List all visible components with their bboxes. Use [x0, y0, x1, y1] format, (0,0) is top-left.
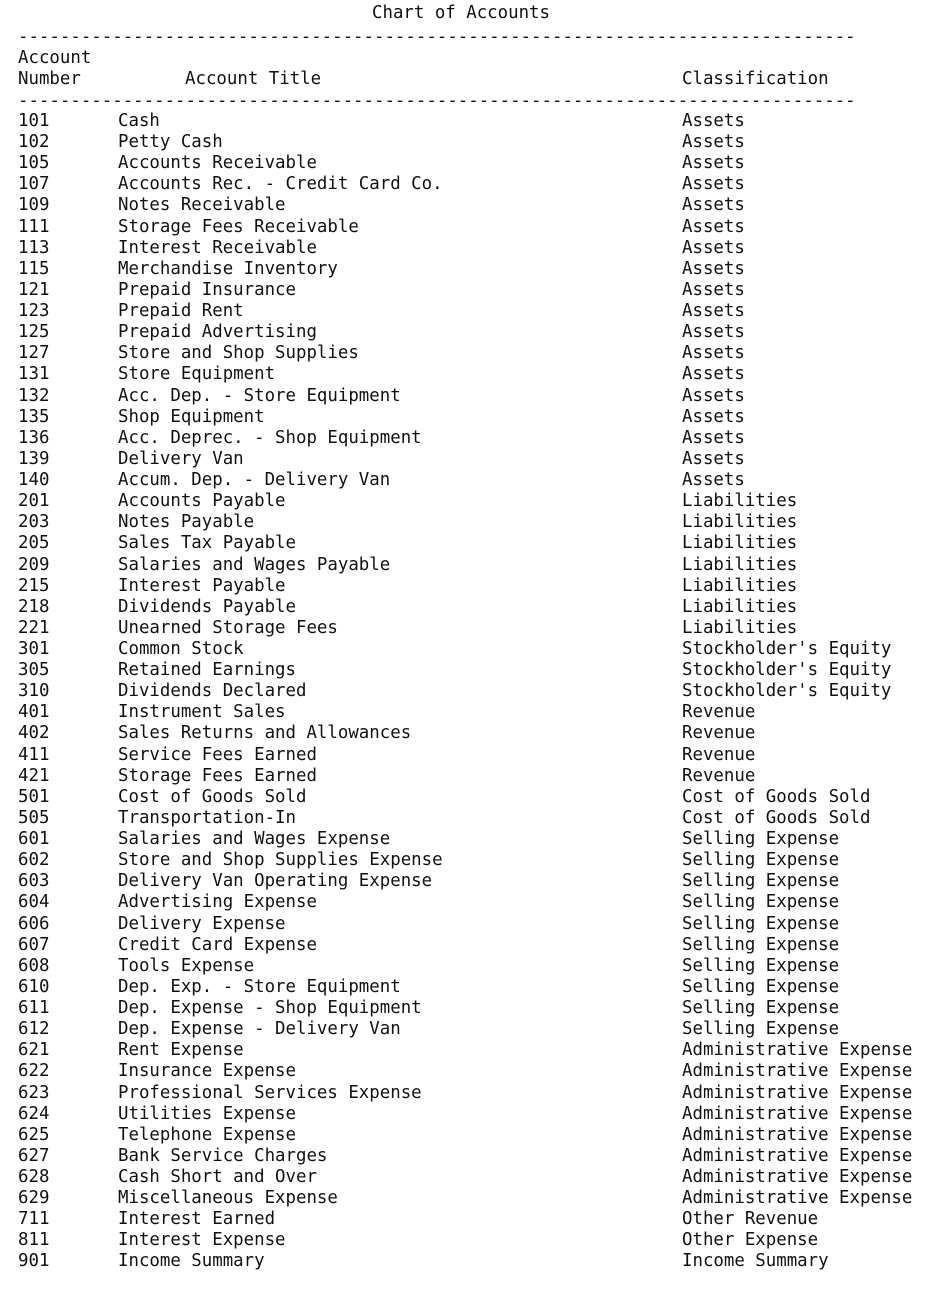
- table-row: [0, 386, 944, 407]
- account-number: 401: [18, 702, 50, 723]
- header-account-number-line2: Number: [18, 69, 81, 89]
- account-number: 132: [18, 385, 50, 406]
- table-row: [0, 470, 944, 491]
- table-row: [0, 1083, 944, 1104]
- account-title: Bank Service Charges: [118, 1145, 328, 1166]
- account-number: 107: [18, 174, 50, 195]
- account-title: Dividends Payable: [118, 596, 296, 617]
- account-number: 625: [18, 1124, 50, 1145]
- account-classification: Assets: [682, 279, 745, 300]
- table-row: [0, 449, 944, 470]
- account-title: Storage Fees Earned: [118, 765, 317, 786]
- account-classification: Administrative Expense: [682, 1040, 913, 1061]
- account-title: Cost of Goods Sold: [118, 786, 307, 807]
- account-number: 901: [18, 1251, 50, 1272]
- account-number: 209: [18, 554, 50, 575]
- account-number: 305: [18, 660, 50, 681]
- account-classification: Liabilities: [682, 533, 798, 554]
- account-number: 411: [18, 744, 50, 765]
- table-row: [0, 850, 944, 871]
- account-number: 113: [18, 237, 50, 258]
- account-number: 215: [18, 575, 50, 596]
- account-classification: Selling Expense: [682, 976, 840, 997]
- account-number: 136: [18, 427, 50, 448]
- account-title: Miscellaneous Expense: [118, 1188, 338, 1209]
- account-title: Accounts Receivable: [118, 153, 317, 174]
- account-number: 111: [18, 216, 50, 237]
- account-title: Service Fees Earned: [118, 744, 317, 765]
- account-number: 131: [18, 364, 50, 385]
- account-title: Unearned Storage Fees: [118, 617, 338, 638]
- table-row: [0, 1167, 944, 1188]
- account-number: 121: [18, 279, 50, 300]
- account-title: Delivery Van: [118, 448, 244, 469]
- account-classification: Assets: [682, 301, 745, 322]
- account-title: Petty Cash: [118, 132, 223, 153]
- table-row: [0, 935, 944, 956]
- account-number: 105: [18, 153, 50, 174]
- table-row: [0, 280, 944, 301]
- account-number: 421: [18, 765, 50, 786]
- account-title: Common Stock: [118, 639, 244, 659]
- table-row: [0, 1188, 944, 1209]
- account-number: 603: [18, 871, 50, 892]
- account-number: 501: [18, 786, 50, 807]
- account-title: Dep. Expense - Delivery Van: [118, 1019, 401, 1040]
- account-classification: Selling Expense: [682, 850, 840, 871]
- account-classification: Stockholder's Equity: [682, 681, 892, 702]
- account-title: Notes Receivable: [118, 195, 286, 216]
- header-classification: Classification: [682, 69, 829, 89]
- account-title: Cash: [118, 111, 160, 131]
- table-row: [0, 259, 944, 280]
- table-row: [0, 576, 944, 597]
- table-row: [0, 111, 944, 132]
- account-classification: Cost of Goods Sold: [682, 807, 871, 828]
- account-number: 140: [18, 470, 50, 491]
- account-classification: Assets: [682, 237, 745, 258]
- account-number: 611: [18, 998, 50, 1019]
- account-number: 621: [18, 1040, 50, 1061]
- table-row: [0, 1209, 944, 1230]
- account-title: Professional Services Expense: [118, 1082, 422, 1103]
- account-title: Cash Short and Over: [118, 1167, 317, 1187]
- account-classification: Assets: [682, 470, 745, 491]
- account-number: 602: [18, 850, 50, 871]
- table-row: [0, 491, 944, 512]
- account-number: 109: [18, 195, 50, 216]
- account-title: Accum. Dep. - Delivery Van: [118, 470, 391, 491]
- account-classification: Assets: [682, 258, 745, 279]
- account-classification: Revenue: [682, 723, 756, 744]
- account-title: Notes Payable: [118, 512, 255, 533]
- account-title: Telephone Expense: [118, 1124, 296, 1145]
- account-title: Shop Equipment: [118, 406, 265, 427]
- account-classification: Selling Expense: [682, 1019, 840, 1040]
- account-title: Accounts Rec. - Credit Card Co.: [118, 174, 443, 195]
- account-title: Transportation-In: [118, 807, 296, 828]
- account-classification: Stockholder's Equity: [682, 639, 892, 659]
- account-title: Instrument Sales: [118, 702, 286, 723]
- table-row: [0, 766, 944, 787]
- table-row: [0, 428, 944, 449]
- account-title: Insurance Expense: [118, 1061, 296, 1082]
- account-title: Credit Card Expense: [118, 934, 317, 955]
- account-number: 205: [18, 533, 50, 554]
- table-row: [0, 533, 944, 554]
- header-separator: --------------------------------------------------------------------------------: [18, 91, 856, 111]
- account-number: 623: [18, 1082, 50, 1103]
- account-title: Interest Earned: [118, 1209, 276, 1230]
- account-number: 601: [18, 829, 50, 850]
- account-number: 811: [18, 1230, 50, 1251]
- account-classification: Assets: [682, 174, 745, 195]
- account-classification: Income Summary: [682, 1251, 829, 1272]
- account-title: Rent Expense: [118, 1040, 244, 1061]
- account-title: Store Equipment: [118, 364, 276, 385]
- account-number: 608: [18, 955, 50, 976]
- table-row: [0, 1040, 944, 1061]
- account-title: Acc. Deprec. - Shop Equipment: [118, 427, 422, 448]
- table-row: [0, 364, 944, 385]
- account-classification: Selling Expense: [682, 955, 840, 976]
- account-classification: Selling Expense: [682, 934, 840, 955]
- account-classification: Assets: [682, 132, 745, 153]
- account-number: 624: [18, 1103, 50, 1124]
- account-number: 629: [18, 1188, 50, 1209]
- account-number: 627: [18, 1145, 50, 1166]
- account-classification: Other Revenue: [682, 1209, 819, 1230]
- table-row: [0, 892, 944, 913]
- account-title: Store and Shop Supplies: [118, 343, 359, 364]
- header-account-title: Account Title: [185, 69, 322, 89]
- account-title: Dividends Declared: [118, 681, 307, 702]
- account-classification: Selling Expense: [682, 871, 840, 892]
- table-row: [0, 787, 944, 808]
- account-classification: Administrative Expense: [682, 1103, 913, 1124]
- account-number: 711: [18, 1209, 50, 1230]
- table-row: [0, 597, 944, 618]
- account-classification: Liabilities: [682, 617, 798, 638]
- account-classification: Liabilities: [682, 575, 798, 596]
- account-title: Utilities Expense: [118, 1103, 296, 1124]
- account-number: 612: [18, 1019, 50, 1040]
- account-title: Prepaid Insurance: [118, 279, 296, 300]
- table-row: [0, 301, 944, 322]
- account-number: 101: [18, 111, 50, 131]
- account-title: Storage Fees Receivable: [118, 216, 359, 237]
- account-classification: Revenue: [682, 744, 756, 765]
- table-row: [0, 639, 944, 660]
- top-separator: --------------------------------------------------------------------------------: [18, 27, 856, 47]
- account-number: 622: [18, 1061, 50, 1082]
- account-number: 628: [18, 1167, 50, 1187]
- account-classification: Administrative Expense: [682, 1082, 913, 1103]
- account-classification: Liabilities: [682, 491, 798, 512]
- account-classification: Assets: [682, 448, 745, 469]
- account-classification: Administrative Expense: [682, 1188, 913, 1209]
- account-classification: Revenue: [682, 702, 756, 723]
- table-row: [0, 217, 944, 238]
- account-number: 218: [18, 596, 50, 617]
- account-number: 139: [18, 448, 50, 469]
- account-title: Delivery Van Operating Expense: [118, 871, 433, 892]
- account-number: 606: [18, 913, 50, 934]
- account-classification: Assets: [682, 406, 745, 427]
- account-number: 123: [18, 301, 50, 322]
- account-title: Interest Payable: [118, 575, 286, 596]
- account-number: 127: [18, 343, 50, 364]
- table-row: [0, 808, 944, 829]
- account-number: 610: [18, 976, 50, 997]
- account-classification: Other Expense: [682, 1230, 819, 1251]
- table-row: [0, 745, 944, 766]
- account-classification: Assets: [682, 427, 745, 448]
- account-title: Salaries and Wages Payable: [118, 554, 391, 575]
- account-title: Salaries and Wages Expense: [118, 829, 391, 850]
- table-row: [0, 153, 944, 174]
- table-row: [0, 1125, 944, 1146]
- account-classification: Liabilities: [682, 554, 798, 575]
- account-classification: Administrative Expense: [682, 1061, 913, 1082]
- account-title: Dep. Exp. - Store Equipment: [118, 976, 401, 997]
- table-row: [0, 1251, 944, 1272]
- account-classification: Liabilities: [682, 596, 798, 617]
- table-row: [0, 238, 944, 259]
- account-classification: Assets: [682, 153, 745, 174]
- account-number: 607: [18, 934, 50, 955]
- table-row: [0, 1019, 944, 1040]
- account-classification: Selling Expense: [682, 892, 840, 913]
- account-classification: Assets: [682, 111, 745, 131]
- account-title: Sales Returns and Allowances: [118, 723, 412, 744]
- table-row: [0, 1230, 944, 1251]
- page-title: Chart of Accounts: [372, 3, 550, 23]
- account-title: Prepaid Rent: [118, 301, 244, 322]
- account-title: Interest Receivable: [118, 237, 317, 258]
- account-classification: Liabilities: [682, 512, 798, 533]
- account-classification: Cost of Goods Sold: [682, 786, 871, 807]
- table-row: [0, 914, 944, 935]
- account-number: 221: [18, 617, 50, 638]
- account-classification: Stockholder's Equity: [682, 660, 892, 681]
- account-title: Delivery Expense: [118, 913, 286, 934]
- table-row: [0, 681, 944, 702]
- table-row: [0, 174, 944, 195]
- account-classification: Assets: [682, 364, 745, 385]
- account-number: 505: [18, 807, 50, 828]
- account-classification: Assets: [682, 216, 745, 237]
- table-row: [0, 1146, 944, 1167]
- account-number: 125: [18, 322, 50, 343]
- account-number: 604: [18, 892, 50, 913]
- table-row: [0, 1061, 944, 1082]
- table-row: [0, 723, 944, 744]
- table-row: [0, 998, 944, 1019]
- table-row: [0, 555, 944, 576]
- account-title: Sales Tax Payable: [118, 533, 296, 554]
- account-number: 102: [18, 132, 50, 153]
- table-row: [0, 195, 944, 216]
- account-classification: Assets: [682, 343, 745, 364]
- account-classification: Administrative Expense: [682, 1145, 913, 1166]
- account-classification: Selling Expense: [682, 829, 840, 850]
- table-row: [0, 512, 944, 533]
- account-number: 135: [18, 406, 50, 427]
- account-classification: Assets: [682, 385, 745, 406]
- account-title: Dep. Expense - Shop Equipment: [118, 998, 422, 1019]
- account-classification: Assets: [682, 195, 745, 216]
- account-classification: Assets: [682, 322, 745, 343]
- account-title: Prepaid Advertising: [118, 322, 317, 343]
- header-account-number-line1: Account: [18, 48, 92, 68]
- account-title: Income Summary: [118, 1251, 265, 1272]
- table-row: [0, 702, 944, 723]
- table-row: [0, 977, 944, 998]
- table-row: [0, 407, 944, 428]
- account-title: Accounts Payable: [118, 491, 286, 512]
- account-classification: Administrative Expense: [682, 1167, 913, 1187]
- table-row: [0, 660, 944, 681]
- account-number: 301: [18, 639, 50, 659]
- account-number: 203: [18, 512, 50, 533]
- account-number: 310: [18, 681, 50, 702]
- account-title: Store and Shop Supplies Expense: [118, 850, 443, 871]
- account-number: 115: [18, 258, 50, 279]
- account-title: Tools Expense: [118, 955, 255, 976]
- account-title: Acc. Dep. - Store Equipment: [118, 385, 401, 406]
- account-title: Interest Expense: [118, 1230, 286, 1251]
- account-number: 201: [18, 491, 50, 512]
- table-row: [0, 1104, 944, 1125]
- account-title: Advertising Expense: [118, 892, 317, 913]
- table-row: [0, 132, 944, 153]
- table-row: [0, 829, 944, 850]
- table-row: [0, 871, 944, 892]
- table-row: [0, 956, 944, 977]
- account-number: 402: [18, 723, 50, 744]
- account-title: Merchandise Inventory: [118, 258, 338, 279]
- account-classification: Selling Expense: [682, 913, 840, 934]
- table-row: [0, 322, 944, 343]
- account-classification: Administrative Expense: [682, 1124, 913, 1145]
- account-classification: Revenue: [682, 765, 756, 786]
- account-classification: Selling Expense: [682, 998, 840, 1019]
- account-title: Retained Earnings: [118, 660, 296, 681]
- table-row: [0, 618, 944, 639]
- table-row: [0, 343, 944, 364]
